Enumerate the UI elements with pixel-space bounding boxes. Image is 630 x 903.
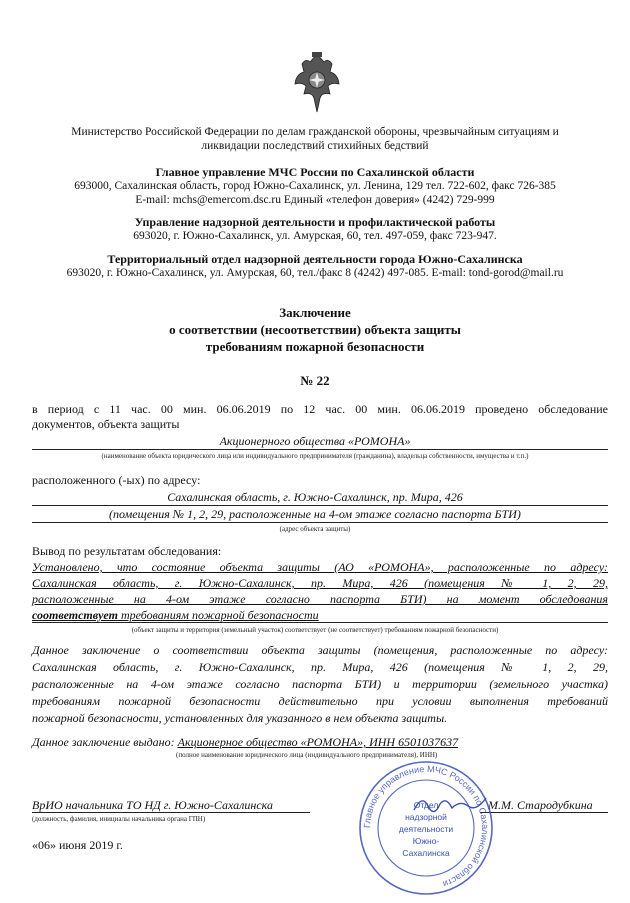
conclusion-line-1: Установлено, что состояние объекта защиты (АО «РОМОНА», расположенные по адресу: xyxy=(32,560,608,574)
conclusion-line-4 xyxy=(32,608,319,623)
signatory-position: ВрИО начальника ТО НД г. Южно-Сахалинска xyxy=(32,798,273,812)
to-title: Территориальный отдел надзорной деятельности города Южно-Сахалинска xyxy=(107,252,523,266)
issued-caption: (полное наименование юридического лица (индивидуального предпринимателя), ИНН) xyxy=(176,751,438,759)
conclusion-label: Вывод по результатам обследования: xyxy=(32,544,222,558)
validity-line-3: расположенные на 4-ом этаже согласно паспорта БТИ) и территории (земельного участка) xyxy=(32,677,608,691)
object-name: Акционерного общества «РОМОНА» xyxy=(219,434,411,448)
conclusion-caption: (объект защиты и территория (земельный участок) соответствует (не соответствует) требованиям пожарной безопасности) xyxy=(131,626,499,634)
conclusion-underline xyxy=(32,622,608,623)
validity-line-2: Сахалинская область, г. Южно-Сахалинск, пр. Мира, 426 (помещения № 1, 2, 29, xyxy=(32,660,608,674)
to-address: 693020, г. Южно-Сахалинск, ул. Амурская, 60, тел./факс 8 (4242) 497-085. E-mail: tond-gorod@mail.ru xyxy=(66,267,564,279)
stamp-ring-text: Главное управление МЧС России по Сахалинской области xyxy=(361,763,491,890)
ministry-line-1: Министерство Российской Федерации по делам гражданской обороны, чрезвычайным ситуациям и xyxy=(71,126,559,138)
conclusion-line-2: Сахалинская область, г. Южно-Сахалинск, пр. Мира, 426 (помещения № 1, 2, 29, xyxy=(32,576,608,590)
address-line-1: Сахалинская область, г. Южно-Сахалинск, пр. Мира, 426 xyxy=(167,490,463,504)
issued-value: Акционерное общество «РОМОНА», ИНН 6501037637 xyxy=(177,735,459,749)
doc-number: № 22 xyxy=(300,373,330,388)
object-name-caption: (наименование объекта юридического лица или индивидуального предпринимателя (гражданина), владельца собственности, имущества и т.п.) xyxy=(101,452,529,460)
validity-line-5: пожарной безопасности, установленных для указанного в нем объекта защиты. xyxy=(32,711,448,725)
official-stamp xyxy=(356,758,496,898)
object-name-underline xyxy=(32,449,608,450)
doc-title-line-2: о соответствии (несоответствии) объекта защиты xyxy=(169,322,461,337)
conclusion-line-3: расположенные на 4-ом этаже согласно паспорта БТИ) на момент обследования xyxy=(32,592,608,606)
issued-line xyxy=(32,735,458,750)
stamp-center-line-1: Отдел xyxy=(413,800,439,810)
address-line-1-underline xyxy=(32,505,608,506)
stamp-center-line-3: деятельности xyxy=(398,824,454,834)
validity-line-4: требованиям пожарной безопасности действительно при условии выполнения требований xyxy=(32,694,608,708)
emblem xyxy=(292,50,342,120)
gu-title: Главное управление МЧС России по Сахалинской области xyxy=(155,165,475,179)
period-line-2: документов, объекта защиты xyxy=(32,417,180,431)
doc-title-line-3: требованиям пожарной безопасности xyxy=(205,339,425,354)
signatory-position-caption: (должность, фамилия, инициалы начальника органа ГПН) xyxy=(32,815,206,823)
signatory-position-underline xyxy=(32,812,310,813)
doc-title-line-1: Заключение xyxy=(279,305,351,320)
address-line-2-underline xyxy=(32,522,608,523)
issued-label: Данное заключение выдано: xyxy=(32,735,175,749)
document-date: «06» июня 2019 г. xyxy=(32,838,123,852)
period-line-1: в период с 11 час. 00 мин. 06.06.2019 по 12 час. 00 мин. 06.06.2019 проведено обследование xyxy=(32,402,608,416)
conclusion-verdict: соответствует xyxy=(32,608,118,622)
address-caption: (адрес объекта защиты) xyxy=(279,525,351,533)
stamp-center-line-4: Южно- xyxy=(412,836,440,846)
conclusion-line-4-rest: требованиям пожарной безопасности xyxy=(117,608,319,622)
ministry-line-2: ликвидации последствий стихийных бедствий xyxy=(201,140,429,152)
stamp-center-line-5: Сахалинска xyxy=(402,848,450,858)
und-address: 693020, г. Южно-Сахалинск, ул. Амурская, 60, тел. 497-059, факс 723-947. xyxy=(133,230,497,242)
signatory-name-underline xyxy=(480,812,608,813)
address-line-2: (помещения № 1, 2, 29, расположенные на 4-ом этаже согласно паспорта БТИ) xyxy=(109,507,521,521)
stamp-center-line-2: надзорной xyxy=(405,812,447,822)
signatory-name: М.М. Стародубкина xyxy=(488,798,593,812)
address-label: расположенного (-ых) по адресу: xyxy=(32,473,201,487)
und-title: Управление надзорной деятельности и профилактической работы xyxy=(134,215,496,229)
emchs-emblem-icon xyxy=(292,50,342,120)
gu-address: 693000, Сахалинская область, город Южно-Сахалинск, ул. Ленина, 129 тел. 722-602, факс 726-385 xyxy=(74,180,556,192)
validity-line-1: Данное заключение о соответствии объекта защиты (помещения, расположенные по адресу: xyxy=(32,643,608,657)
gu-contacts: E-mail: mchs@emercom.dsc.ru Единый «телефон доверия» (4242) 729-999 xyxy=(135,194,495,206)
round-seal-icon xyxy=(356,758,496,898)
